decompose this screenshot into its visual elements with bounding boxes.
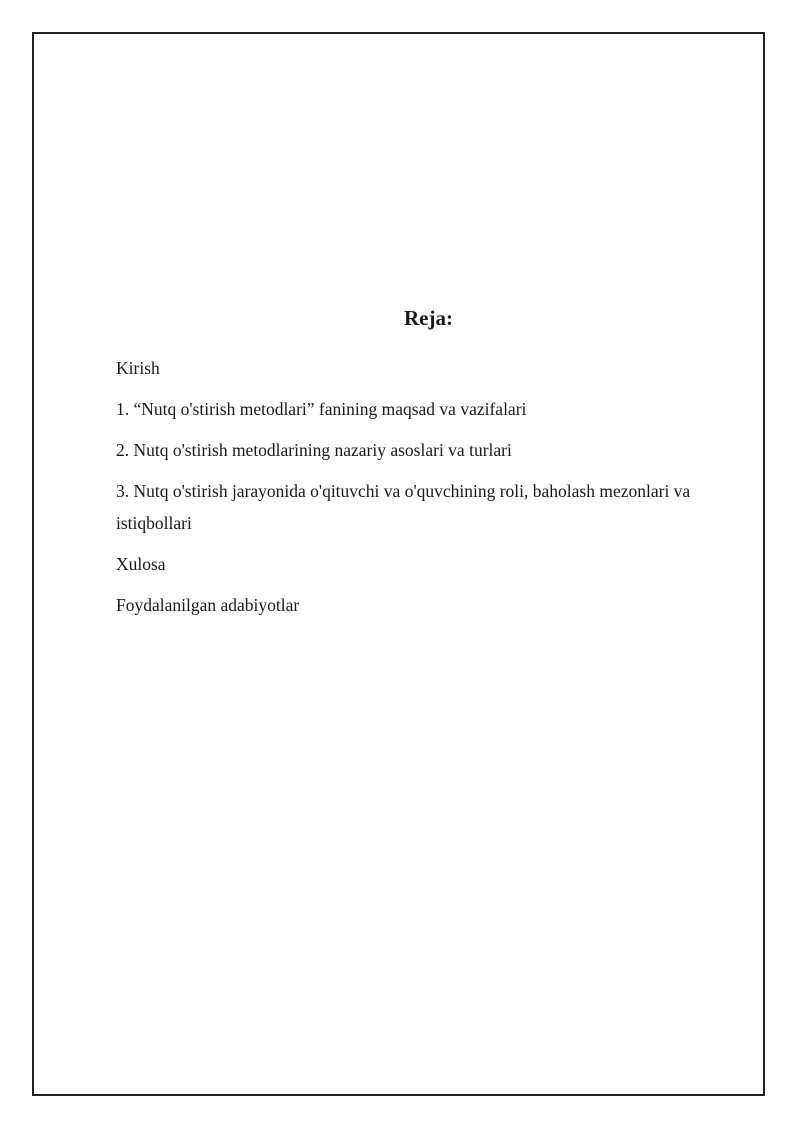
toc-item-chapter-3: 3. Nutq o'stirish jarayonida o'qituvchi va o'quvchining roli, baholash mezonlari va istiqbollari: [116, 481, 691, 533]
toc-item-conclusion: Xulosa: [116, 554, 166, 574]
page-title: Reja:: [404, 306, 453, 330]
toc-item-introduction: Kirish: [116, 358, 160, 378]
toc-item-chapter-2: 2. Nutq o'stirish metodlarining nazariy asoslari va turlari: [116, 440, 512, 460]
toc-item-chapter-1: 1. “Nutq o'stirish metodlari” fanining maqsad va vazifalari: [116, 399, 527, 419]
table-of-contents: [116, 352, 746, 630]
toc-item-references: Foydalanilgan adabiyotlar: [116, 595, 300, 615]
page-border: [32, 32, 765, 1096]
